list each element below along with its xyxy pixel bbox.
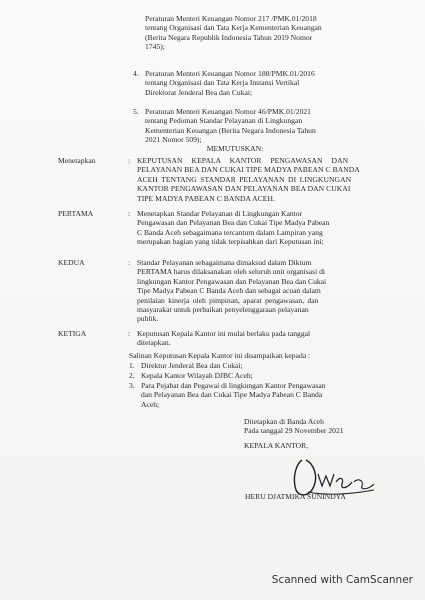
text-line: 1745);: [145, 42, 165, 52]
item-number: 3.: [129, 381, 135, 390]
copy-recipient: [141, 371, 253, 380]
text-line: TIPE MADYA PABEAN C BANDA ACEH.: [137, 193, 275, 203]
text-line: publik.: [137, 314, 159, 324]
text-line: Standar Pelayanan sebagaimana dimaksud dalam Diktum: [137, 258, 312, 267]
text-line: C Banda Aceh sebagaimana tercantum dalam Lampiran yang: [137, 227, 323, 237]
decision-heading: MEMUTUSKAN:: [206, 144, 264, 153]
consideration-item: [145, 14, 365, 52]
consideration-item: [145, 107, 365, 145]
section-colon: :: [128, 258, 131, 267]
scanner-watermark: Scanned with CamScanner: [271, 574, 413, 586]
signatory-name: HERU DJATMIKA SUNINDYA: [245, 492, 346, 501]
text-line: KEPUTUSAN KEPALA KANTOR PENGAWASAN DAN: [137, 156, 349, 165]
section-colon: :: [128, 329, 131, 338]
text-line: dan Pelayanan Bea dan Cukai Tipe Madya Pabean C Banda: [141, 390, 323, 400]
item-number: 2.: [129, 371, 135, 380]
text-line: Pengawasan dan Pelayanan Bea dan Cukai Tipe Madya Pabean: [137, 218, 330, 228]
text-line: tentang Organisasi dan Tata Kerja Kementerian Keuangan: [145, 23, 322, 33]
section-colon: :: [128, 156, 131, 165]
text-line: tentang Pedoman Standar Pelayanan di Lingkungan: [145, 116, 303, 126]
section-body: [137, 156, 377, 203]
text-line: Peraturan Menteri Keuangan Nomor 217 /PMK.01/2018: [145, 14, 317, 23]
text-line: PELAYANAN BEA DAN CUKAI TIPE MADYA PABEAN C BANDA: [137, 165, 360, 175]
section-label-ketiga: KETIGA: [58, 329, 87, 338]
signature-date: Pada tanggal 29 November 2021: [244, 426, 344, 436]
text-line: Kementerian Keuangan (Berita Negara Indonesia Tahun: [145, 125, 316, 135]
text-line: Tipe Madya Pabean C Banda Aceh dan sebagai acuan dalam: [137, 286, 321, 296]
text-line: lingkungan Kantor Pengawasan dan Pelayanan Bea dan Cukai: [137, 276, 327, 286]
text-line: Keputusan Kepala Kantor ini mulai berlaku pada tanggal: [137, 329, 311, 338]
text-line: ditetapkan.: [137, 338, 171, 348]
copy-recipient: [141, 361, 243, 370]
item-number: 1.: [129, 361, 135, 370]
text-line: KANTOR PENGAWASAN DAN PELAYANAN BEA DAN CUKAI: [137, 184, 351, 194]
section-body: [137, 258, 377, 324]
item-number: 4.: [133, 69, 139, 78]
text-line: Direktorat Jenderal Bea dan Cukai;: [145, 87, 253, 97]
text-line: merupakan bagian yang tidak terpisahkan dari Keputusan ini;: [137, 237, 324, 247]
text-line: penilaian kinerja oleh pimpinan, aparat pengawasan, dan: [137, 295, 319, 305]
section-body: [137, 329, 377, 348]
text-line: Kepala Kantor Wilayah DJBC Aceh;: [141, 371, 253, 380]
text-line: Aceh;: [141, 399, 160, 409]
section-body: [137, 209, 377, 247]
section-label-menetapkan: Menetapkan: [58, 156, 96, 165]
text-line: PERTAMA harus dilaksanakan oleh seluruh unit organisasi di: [137, 267, 325, 277]
text-line: (Berita Negara Republik Indonesia Tahun 2019 Nomor: [145, 32, 313, 42]
section-label-pertama: PERTAMA: [58, 209, 94, 218]
text-line: ACEH TENTANG STANDAR PELAYANAN DI LINGKUNGAN: [137, 174, 352, 184]
text-line: Para Pejabat dan Pegawai di lingkungan Kantor Pengawasan: [141, 381, 326, 390]
text-line: tentang Organisasi dan Tata Kerja Instansi Vertikal: [145, 78, 300, 88]
text-line: 2021 Nomor 509);: [145, 135, 202, 145]
section-colon: :: [128, 209, 131, 218]
text-line: Peraturan Menteri Keuangan Nomor 46/PMK.01/2021: [145, 107, 311, 116]
copy-recipient: [141, 381, 326, 409]
item-number: 5.: [133, 107, 139, 116]
text-line: masyarakat untuk perbaikan penyelenggaraan pelayanan: [137, 305, 309, 315]
text-line: Peraturan Menteri Keuangan Nomor 188/PMK.01/2016: [145, 69, 315, 78]
copies-intro: Salinan Keputusan Kepala Kantor ini disampaikan kepada :: [129, 351, 311, 360]
text-line: Direktur Jenderal Bea dan Cukai;: [141, 361, 243, 370]
consideration-item: [145, 69, 365, 97]
signature-place: Ditetapkan di Banda Aceh: [244, 417, 324, 426]
signature-block: [244, 417, 394, 436]
text-line: Menetapkan Standar Pelayanan di Lingkungan Kantor: [137, 209, 303, 218]
signature-role: KEPALA KANTOR,: [244, 441, 309, 450]
section-label-kedua: KEDUA: [58, 258, 85, 267]
